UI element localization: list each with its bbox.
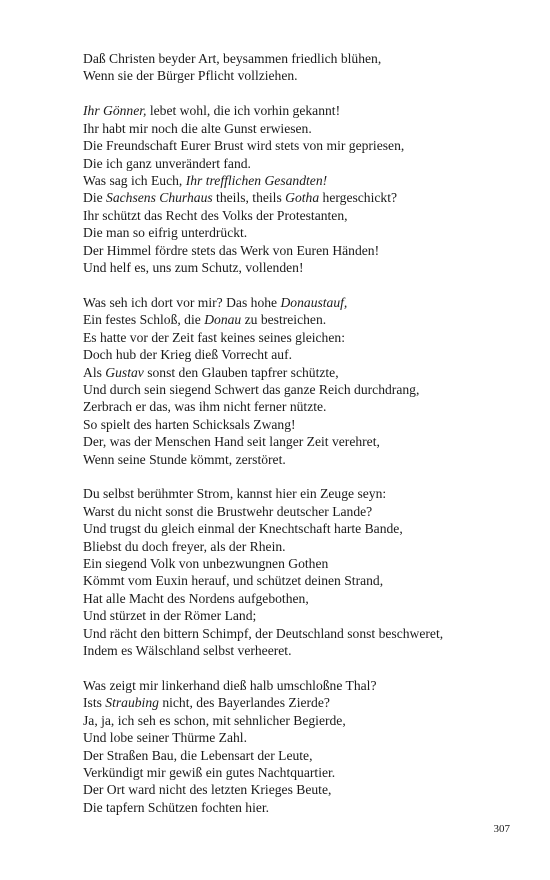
verse-text: Und helf es, uns zum Schutz, vollenden!	[83, 259, 304, 275]
stanza	[83, 102, 523, 276]
verse-text: Was sag ich Euch,	[83, 172, 186, 188]
verse-text: Zerbrach er das, was ihm nicht ferner nützte.	[83, 399, 327, 415]
poem-text	[83, 50, 523, 834]
verse-line	[83, 294, 523, 311]
verse-line	[83, 694, 523, 711]
verse-text: Die man so eifrig unterdrückt.	[83, 225, 248, 241]
italic-text: Straubing	[105, 695, 159, 711]
verse-line	[83, 747, 523, 764]
verse-text: Ein festes Schloß, die	[83, 312, 205, 328]
verse-text: Der Ort ward nicht des letzten Krieges Beute,	[83, 782, 332, 798]
verse-text: Die	[83, 190, 107, 206]
verse-line	[83, 189, 523, 206]
verse-line	[83, 555, 523, 572]
verse-line	[83, 50, 523, 67]
verse-text: Und durch sein siegend Schwert das ganze Reich durchdrang,	[83, 381, 420, 397]
verse-text: Ja, ja, ich seh es schon, mit sehnlicher Begierde,	[83, 712, 346, 728]
verse-line	[83, 311, 523, 328]
verse-text: Der Himmel fördre stets das Werk von Euren Händen!	[83, 242, 380, 258]
verse-line	[83, 590, 523, 607]
verse-text: nicht, des Bayerlandes Zierde?	[158, 695, 330, 711]
verse-text: Verkündigt mir gewiß ein gutes Nachtquartier.	[83, 765, 336, 781]
verse-text: Und lobe seiner Thürme Zahl.	[83, 730, 247, 746]
verse-text: Daß Christen beyder Art, beysammen friedlich blühen,	[83, 51, 382, 66]
verse-text: Die Freundschaft Eurer Brust wird stets von mir gepriesen,	[83, 138, 405, 154]
verse-line	[83, 398, 523, 415]
verse-text: sonst den Glauben tapfrer schützte,	[143, 364, 339, 380]
verse-text: Es hatte vor der Zeit fast keines seines gleichen:	[83, 329, 345, 345]
verse-line	[83, 642, 523, 659]
verse-line	[83, 416, 523, 433]
verse-line	[83, 207, 523, 224]
verse-text: Indem es Wälschland selbst verheeret.	[83, 643, 292, 659]
verse-line	[83, 224, 523, 241]
italic-text: Ihr trefflichen Gesandten!	[185, 172, 328, 188]
verse-text: So spielt des harten Schicksals Zwang!	[83, 416, 296, 432]
verse-line	[83, 712, 523, 729]
verse-text: Ihr habt mir noch die alte Gunst erwiesen.	[83, 120, 312, 136]
verse-line	[83, 67, 523, 84]
verse-text: Und rächt den bittern Schimpf, der Deutschland sonst beschweret,	[83, 625, 444, 641]
verse-text: Was zeigt mir linkerhand dieß halb umschloßne Thal?	[83, 678, 377, 693]
verse-text: Was seh ich dort vor mir? Das hohe	[83, 294, 281, 310]
verse-text: Die ich ganz unverändert fand.	[83, 155, 251, 171]
verse-line	[83, 346, 523, 363]
verse-line	[83, 329, 523, 346]
verse-line	[83, 520, 523, 537]
verse-line	[83, 781, 523, 798]
verse-text: theils, theils	[212, 190, 286, 206]
verse-line	[83, 433, 523, 450]
verse-text: hergeschickt?	[319, 190, 398, 206]
verse-line	[83, 538, 523, 555]
italic-text: Gustav	[105, 364, 144, 380]
verse-line	[83, 364, 523, 381]
verse-text: Der Straßen Bau, die Lebensart der Leute,	[83, 747, 313, 763]
verse-line	[83, 120, 523, 137]
verse-line	[83, 137, 523, 154]
verse-text: Ein siegend Volk von unbezwungnen Gothen	[83, 556, 329, 572]
verse-text: Als	[83, 364, 106, 380]
verse-line	[83, 503, 523, 520]
verse-text: Du selbst berühmter Strom, kannst hier ein Zeuge seyn:	[83, 486, 387, 502]
italic-text: Sachsens Churhaus	[106, 190, 213, 206]
verse-text: Die tapfern Schützen fochten hier.	[83, 799, 270, 815]
verse-text: Kömmt vom Euxin herauf, und schützet deinen Strand,	[83, 573, 384, 589]
verse-text: zu bestreichen.	[241, 312, 327, 328]
verse-line	[83, 799, 523, 816]
verse-line	[83, 242, 523, 259]
verse-line	[83, 625, 523, 642]
verse-text: Warst du nicht sonst die Brustwehr deutscher Lande?	[83, 503, 373, 519]
verse-text: Ists	[83, 695, 106, 711]
page-number: 307	[493, 823, 510, 835]
verse-line	[83, 607, 523, 624]
italic-text: Ihr Gönner,	[83, 103, 147, 119]
stanza	[83, 677, 523, 816]
verse-line	[83, 259, 523, 276]
stanza	[83, 294, 523, 468]
verse-text: Bliebst du doch freyer, als der Rhein.	[83, 538, 286, 554]
verse-text: Und trugst du gleich einmal der Knechtschaft harte Bande,	[83, 521, 403, 537]
verse-text: Hat alle Macht des Nordens aufgebothen,	[83, 590, 309, 606]
verse-text: Der, was der Menschen Hand seit langer Zeit verehret,	[83, 434, 380, 450]
verse-line	[83, 764, 523, 781]
verse-text: Wenn seine Stunde kömmt, zerstöret.	[83, 451, 286, 467]
verse-line	[83, 572, 523, 589]
verse-line	[83, 381, 523, 398]
stanza	[83, 485, 523, 659]
verse-line	[83, 155, 523, 172]
verse-line	[83, 677, 523, 694]
stanza	[83, 50, 523, 85]
verse-text: lebet wohl, die ich vorhin gekannt!	[146, 103, 341, 119]
verse-text: Ihr schützt das Recht des Volks der Protestanten,	[83, 207, 348, 223]
verse-line	[83, 172, 523, 189]
verse-text: Wenn sie der Bürger Pflicht vollziehen.	[83, 68, 298, 84]
italic-text: Donaustauf,	[280, 294, 348, 310]
verse-text: Doch hub der Krieg dieß Vorrecht auf.	[83, 347, 293, 363]
verse-line	[83, 729, 523, 746]
italic-text: Donau	[204, 312, 242, 328]
verse-line	[83, 451, 523, 468]
verse-text: Und stürzet in der Römer Land;	[83, 608, 257, 624]
italic-text: Gotha	[285, 190, 320, 206]
verse-line	[83, 102, 523, 119]
verse-line	[83, 485, 523, 502]
